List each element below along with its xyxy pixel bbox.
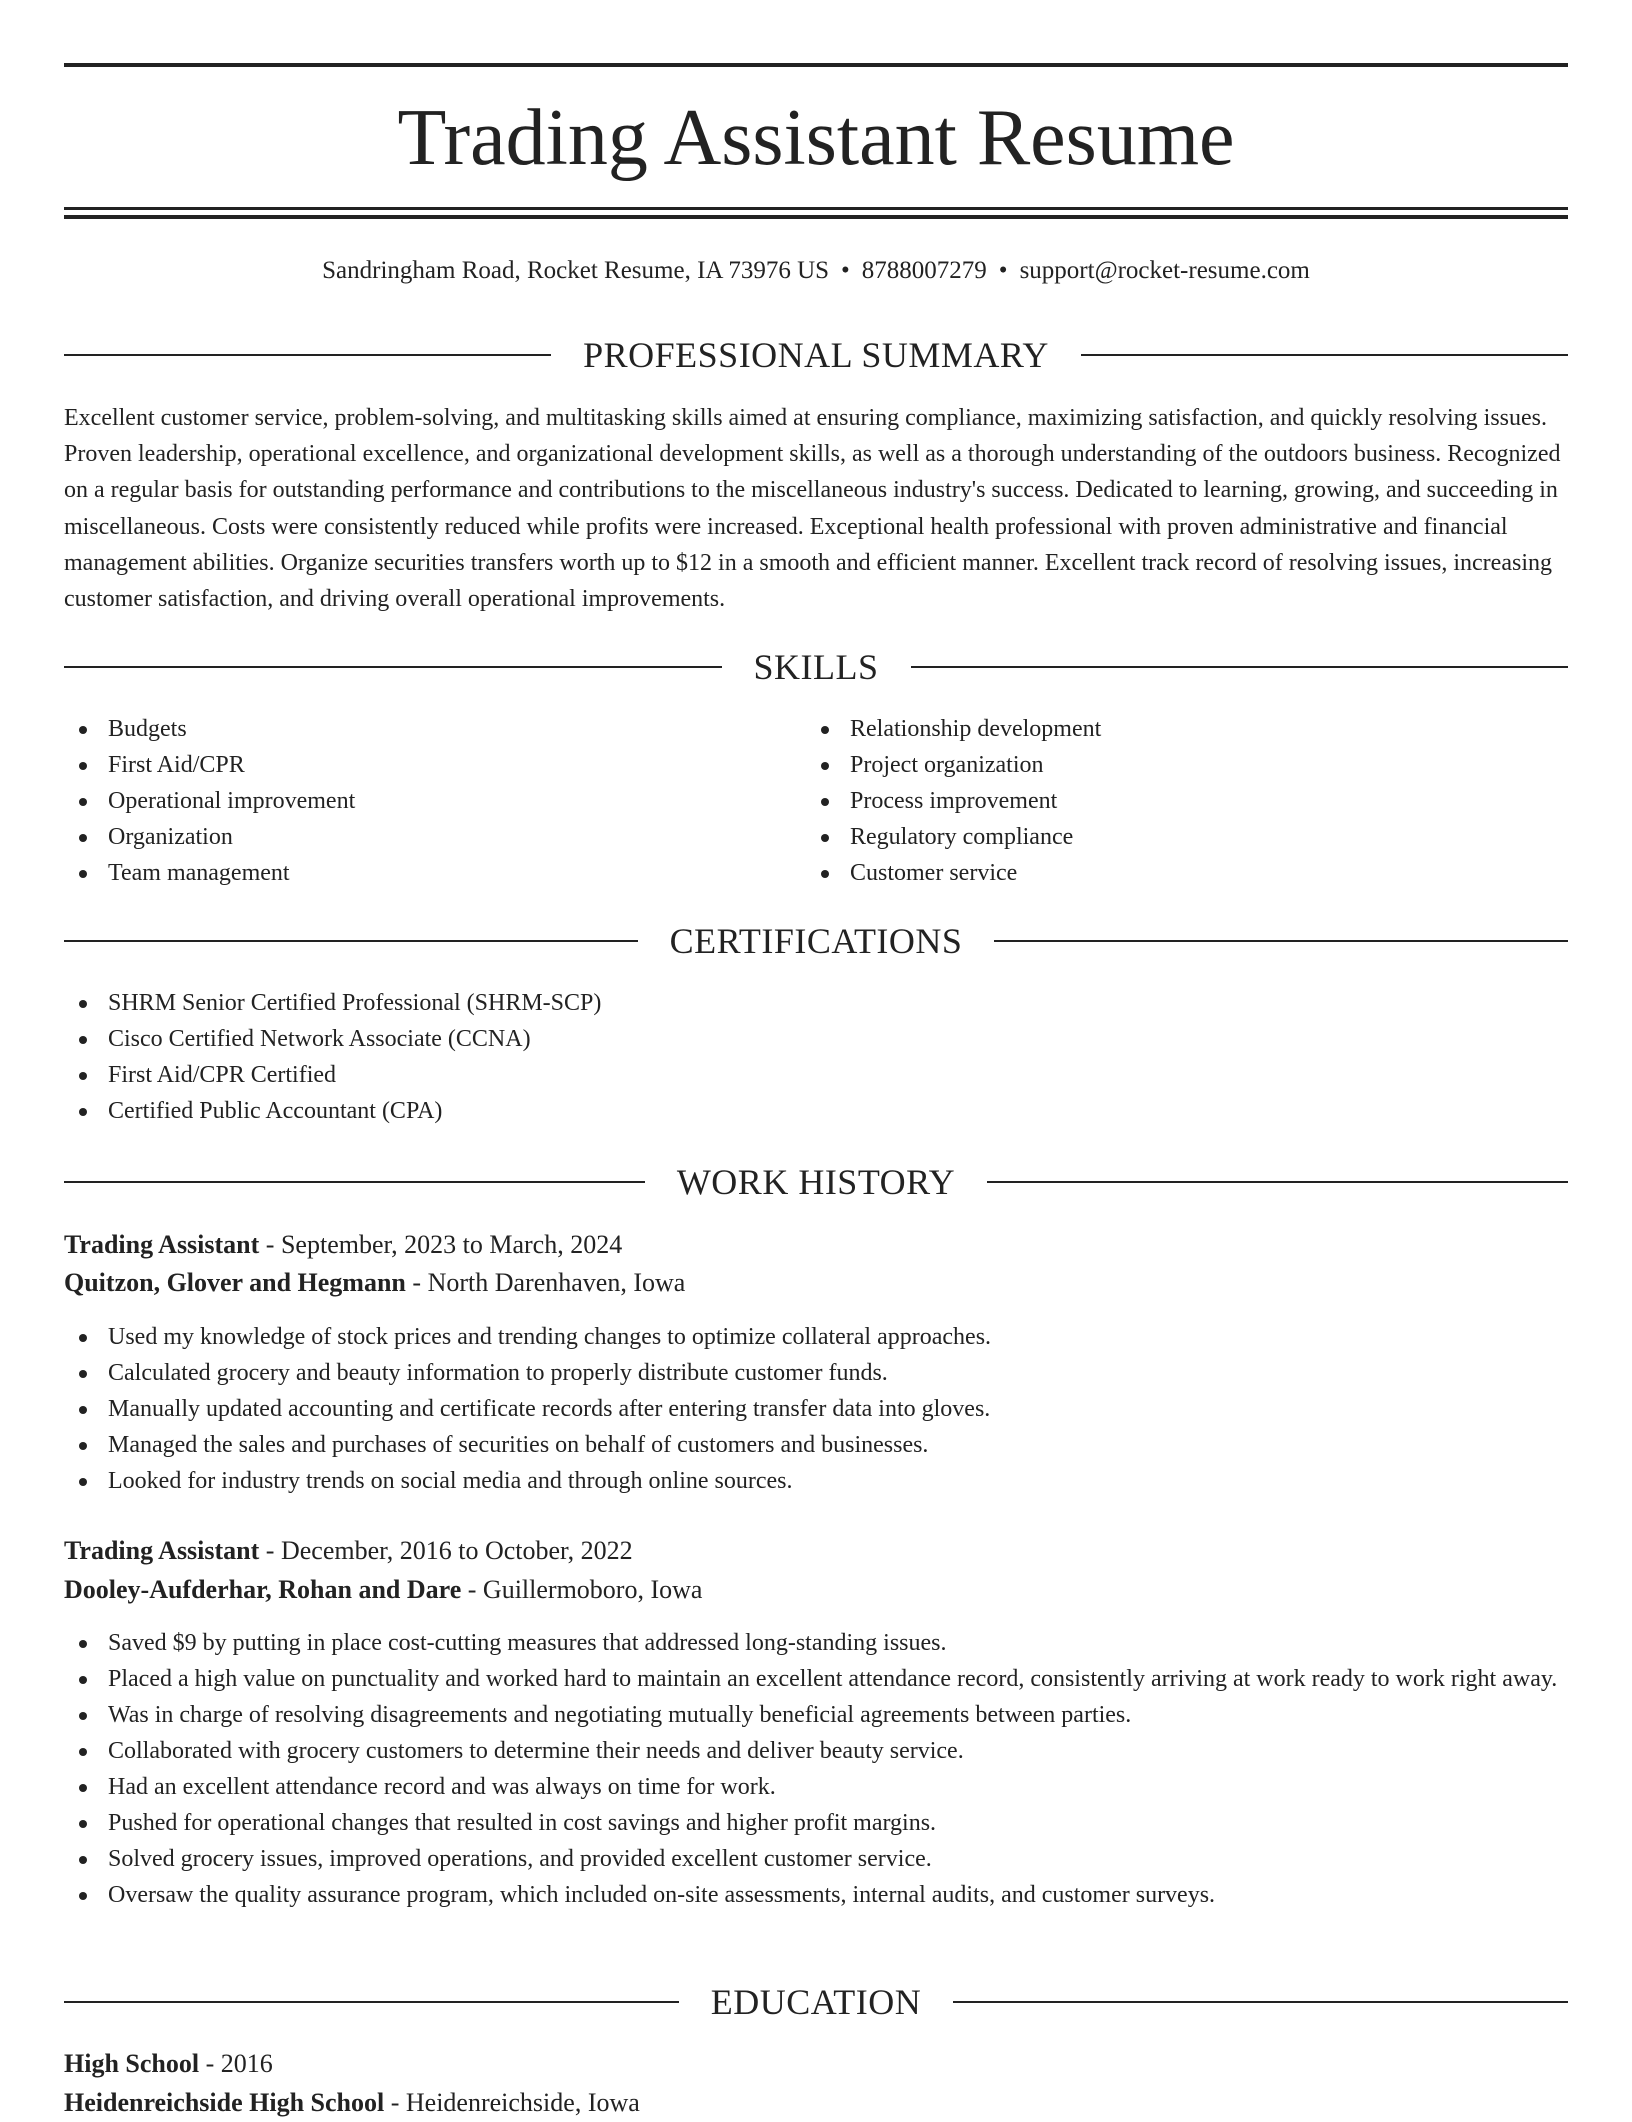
skill-item: Regulatory compliance xyxy=(806,819,1568,855)
certification-item: SHRM Senior Certified Professional (SHRM-SCP) xyxy=(64,985,1568,1021)
heading-rule xyxy=(994,940,1568,942)
job-duty-item: Used my knowledge of stock prices and trending changes to optimize collateral approaches. xyxy=(64,1319,1568,1355)
summary-text: Excellent customer service, problem-solving, and multitasking skills aimed at ensuring compliance, maximizing satisfaction, and quickly resolving issues. Proven leadership, operational excellence, and organizational development skills, as well as a thorough understanding of the outdoors business. Recognized on a regular basis for outstanding performance and contributions to the miscellaneous industry's success. Dedicated to learning, growing, and succeeding in miscellaneous. Costs were consistently reduced while profits were increased. Exceptional health professional with proven administrative and financial management abilities. Organize securities transfers worth up to $12 in a smooth and efficient manner. Excellent track record of resolving issues, increasing customer satisfaction, and driving overall operational improvements. xyxy=(64,405,1561,613)
heading-rule xyxy=(64,1181,645,1183)
dash: - xyxy=(390,2088,400,2117)
job-dates: December, 2016 to October, 2022 xyxy=(280,1536,633,1565)
section-heading-summary xyxy=(64,333,1568,377)
job-duty-item: Managed the sales and purchases of securities on behalf of customers and businesses. xyxy=(64,1427,1568,1463)
section-heading-education xyxy=(64,1980,1568,2024)
skill-item: Organization xyxy=(64,819,804,855)
heading-rule xyxy=(64,940,638,942)
job-duty-item: Solved grocery issues, improved operations, and provided excellent customer service. xyxy=(64,1841,1568,1877)
job-duty-item: Pushed for operational changes that resulted in cost savings and higher profit margins. xyxy=(64,1805,1568,1841)
job-company: Dooley-Aufderhar, Rohan and Dare xyxy=(64,1575,462,1604)
contact-separator: • xyxy=(841,257,850,284)
education-degree-line xyxy=(64,2045,273,2083)
job-location: North Darenhaven, Iowa xyxy=(427,1268,686,1297)
contact-address: Sandringham Road, Rocket Resume, IA 73976 US xyxy=(322,257,830,284)
skills-list-left xyxy=(64,711,804,891)
job-duty-item: Saved $9 by putting in place cost-cutting measures that addressed long-standing issues. xyxy=(64,1625,1568,1661)
contact-phone[interactable]: 8788007279 xyxy=(861,257,987,284)
section-heading-work-history xyxy=(64,1160,1568,1204)
dash: - xyxy=(205,2049,215,2078)
job-title-line xyxy=(64,1226,622,1264)
certification-item: First Aid/CPR Certified xyxy=(64,1057,1568,1093)
job-duty-item: Collaborated with grocery customers to determine their needs and deliver beauty service. xyxy=(64,1733,1568,1769)
heading-rule xyxy=(64,354,551,356)
section-title: WORK HISTORY xyxy=(676,1162,956,1202)
skill-item: Team management xyxy=(64,855,804,891)
dash: - xyxy=(265,1536,275,1565)
job-title-line xyxy=(64,1532,633,1570)
job-duties-list xyxy=(64,1625,1568,1913)
section-heading-skills xyxy=(64,645,1568,689)
heading-rule xyxy=(1081,354,1568,356)
job-company-line xyxy=(64,1571,702,1609)
dash: - xyxy=(467,1575,477,1604)
top-rule xyxy=(64,63,1568,67)
skill-item: First Aid/CPR xyxy=(64,747,804,783)
skill-item: Project organization xyxy=(806,747,1568,783)
dash: - xyxy=(412,1268,422,1297)
section-title: SKILLS xyxy=(753,647,879,687)
contact-line xyxy=(64,254,1568,288)
job-title: Trading Assistant xyxy=(64,1230,260,1259)
job-duty-item: Had an excellent attendance record and was always on time for work. xyxy=(64,1769,1568,1805)
job-company: Quitzon, Glover and Hegmann xyxy=(64,1268,406,1297)
job-duty-item: Placed a high value on punctuality and worked hard to maintain an excellent attendance record, consistently arriving at work ready to work right away. xyxy=(64,1661,1568,1697)
skills-list-right xyxy=(806,711,1568,891)
job-duties-list xyxy=(64,1319,1568,1499)
section-title: PROFESSIONAL SUMMARY xyxy=(583,335,1049,375)
section-title: EDUCATION xyxy=(710,1982,922,2022)
job-duty-item: Oversaw the quality assurance program, which included on-site assessments, internal audits, and customer surveys. xyxy=(64,1877,1568,1913)
dash: - xyxy=(265,1230,275,1259)
job-duty-item: Looked for industry trends on social media and through online sources. xyxy=(64,1463,1568,1499)
heading-rule xyxy=(987,1181,1568,1183)
skill-item: Process improvement xyxy=(806,783,1568,819)
heading-rule xyxy=(953,2001,1568,2003)
job-title: Trading Assistant xyxy=(64,1536,260,1565)
heading-rule xyxy=(64,666,722,668)
contact-email[interactable]: support@rocket-resume.com xyxy=(1019,257,1310,284)
job-duty-item: Was in charge of resolving disagreements and negotiating mutually beneficial agreements between parties. xyxy=(64,1697,1568,1733)
education-year: 2016 xyxy=(220,2049,273,2078)
job-duty-item: Calculated grocery and beauty information to properly distribute customer funds. xyxy=(64,1355,1568,1391)
skill-item: Operational improvement xyxy=(64,783,804,819)
skill-item: Budgets xyxy=(64,711,804,747)
skill-item: Relationship development xyxy=(806,711,1568,747)
section-title: CERTIFICATIONS xyxy=(669,921,963,961)
job-duty-item: Manually updated accounting and certificate records after entering transfer data into gloves. xyxy=(64,1391,1568,1427)
heading-rule xyxy=(911,666,1569,668)
heading-rule xyxy=(64,2001,679,2003)
title-rule-upper xyxy=(64,207,1568,210)
education-location: Heidenreichside, Iowa xyxy=(405,2088,640,2117)
certification-item: Certified Public Accountant (CPA) xyxy=(64,1093,1568,1129)
certification-item: Cisco Certified Network Associate (CCNA) xyxy=(64,1021,1568,1057)
title-rule-lower xyxy=(64,215,1568,219)
job-company-line xyxy=(64,1264,685,1302)
skill-item: Customer service xyxy=(806,855,1568,891)
education-school-line xyxy=(64,2084,640,2122)
certifications-list xyxy=(64,985,1568,1129)
section-heading-certifications xyxy=(64,919,1568,963)
education-school: Heidenreichside High School xyxy=(64,2088,385,2117)
job-location: Guillermoboro, Iowa xyxy=(482,1575,703,1604)
job-dates: September, 2023 to March, 2024 xyxy=(280,1230,623,1259)
resume-title: Trading Assistant Resume xyxy=(397,94,1235,182)
education-degree: High School xyxy=(64,2049,200,2078)
contact-separator: • xyxy=(998,257,1008,284)
